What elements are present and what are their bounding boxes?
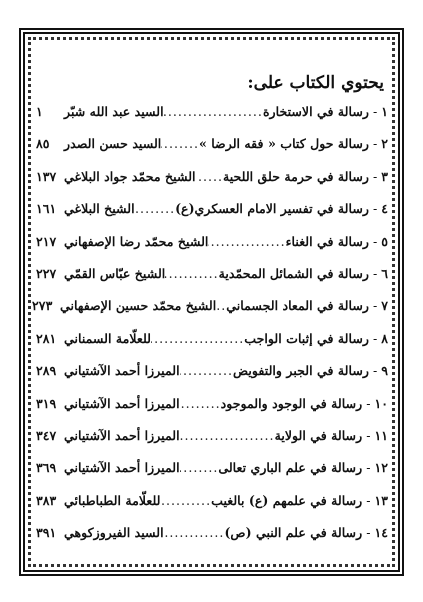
entry-dash: - [368,168,382,184]
entry-dash: - [362,460,375,476]
entry-author: الميرزا أحمد الآشتياني [64,395,180,411]
toc-entry [36,517,388,549]
entry-page-number: ١٣٧ [36,168,57,184]
entry-author: للعلّامة الطباطبائي [64,492,161,508]
entry-dash: - [362,492,375,508]
toc-entry [36,323,388,355]
entry-number: ٧ [381,298,388,314]
entry-dash: - [368,330,382,346]
leader-dots [160,485,211,517]
toc-list [32,96,388,549]
entry-page-number: ٣١٩ [36,395,57,411]
entry-page-number: ٢٨١ [36,330,57,346]
entry-author: الشيخ محمّد جواد البلاغي [64,168,196,184]
leader-dots [164,517,225,549]
leader-dots [208,226,285,258]
toc-entry [36,226,388,258]
entry-title: رسالة في إثبات الواجب [244,330,369,346]
entry-author: الميرزا أحمد الآشتياني [64,427,180,443]
entry-author: السيد الفيروزكوهي [64,525,164,541]
leader-dots [151,323,244,355]
entry-dash: - [368,233,382,249]
entry-dash: - [368,363,382,379]
entry-page-number: ٨٥ [36,136,50,152]
leader-dots [180,388,221,420]
entry-number: ٩ [381,363,388,379]
entry-dash: - [368,265,382,281]
entry-page-number: ٣٩١ [36,525,57,541]
entry-author: للعلّامة السمناني [64,330,151,346]
toc-entry [36,485,388,517]
entry-title: رسالة في علمهم (ع) بالغيب [211,492,363,508]
entry-title: رسالة في الاستخارة [262,104,369,119]
entry-page-number: ٢١٧ [36,233,57,249]
leader-dots [180,420,275,452]
entry-page-number: ٢٧٣ [32,298,53,314]
leader-dots [164,96,263,128]
entry-number: ٢ [381,136,388,152]
entry-page-number: ٣٨٣ [36,492,57,508]
entry-dash: - [362,395,375,411]
toc-entry [36,161,388,193]
entry-title: رسالة في حرمة حلق اللحية [222,168,369,184]
entry-number: ٦ [381,265,388,281]
entry-title: رسالة في الجبر والتفويض [232,363,369,379]
entry-number: ١٢ [374,460,388,476]
entry-number: ١٣ [374,492,388,508]
entry-title: رسالة في تفسير الامام العسكري(ع) [175,201,369,217]
toc-entry [36,258,388,290]
toc-entry [36,452,388,484]
entry-title: رسالة في الغناء [285,233,369,249]
table-of-contents [32,68,388,549]
leader-dots [196,161,223,193]
entry-author: الشيخ عبّاس القمّي [64,265,166,281]
leader-dots [161,128,199,160]
toc-entry [36,388,388,420]
entry-page-number: ٣٤٧ [36,427,57,443]
leader-dots [165,258,218,290]
entry-number: ١١ [374,427,388,443]
entry-dash: - [362,427,375,443]
entry-dash: - [362,525,375,541]
entry-page-number: ٢٢٧ [36,265,57,281]
entry-author: السيد عبد الله شبّر [64,104,164,119]
entry-author: الشيخ محمّد رضا الإصفهاني [64,233,209,249]
entry-number: ٣ [381,168,388,184]
toc-entry [32,290,388,322]
entry-title: رسالة في المعاد الجسماني [226,298,369,314]
entry-number: ١ [381,104,388,119]
entry-title: رسالة في الوجود والموجود [220,395,363,411]
entry-number: ١٠ [374,395,388,411]
entry-author: الميرزا أحمد الآشتياني [64,460,180,476]
entry-title: رسالة في الشمائل المحمّدية [218,265,369,281]
entry-page-number: ٢٨٩ [36,363,57,379]
leader-dots [216,290,226,322]
toc-entry [36,355,388,387]
leader-dots [180,355,233,387]
entry-page-number: ١٦١ [36,201,57,217]
toc-entry [36,128,388,160]
entry-title: رسالة في الولاية [274,427,363,443]
entry-author: الشيخ البلاغي [64,201,135,217]
entry-page-number: ١ [36,104,43,119]
entry-title: رسالة حول كتاب « فقه الرضا » [198,136,369,152]
toc-entry [36,420,388,452]
entry-number: ٤ [381,201,388,217]
entry-title: رسالة في علم النبي (ص) [224,525,363,541]
entry-page-number: ٣٦٩ [36,460,57,476]
leader-dots [180,452,219,484]
entry-number: ١٤ [374,525,388,541]
entry-dash: - [368,298,382,314]
entry-number: ٨ [381,330,388,346]
entry-dash: - [368,104,382,119]
entry-number: ٥ [381,233,388,249]
toc-entry [36,193,388,225]
entry-author: الميرزا أحمد الآشتياني [64,363,180,379]
entry-dash: - [368,136,382,152]
leader-dots [135,193,175,225]
entry-dash: - [368,201,382,217]
entry-author: السيد حسن الصدر [64,136,162,152]
entry-title: رسالة في علم الباري تعالى [218,460,363,476]
toc-entry [36,96,388,128]
toc-heading: يحتوي الكتاب على: [247,73,384,93]
entry-author: الشيخ محمّد حسين الإصفهاني [60,298,217,314]
